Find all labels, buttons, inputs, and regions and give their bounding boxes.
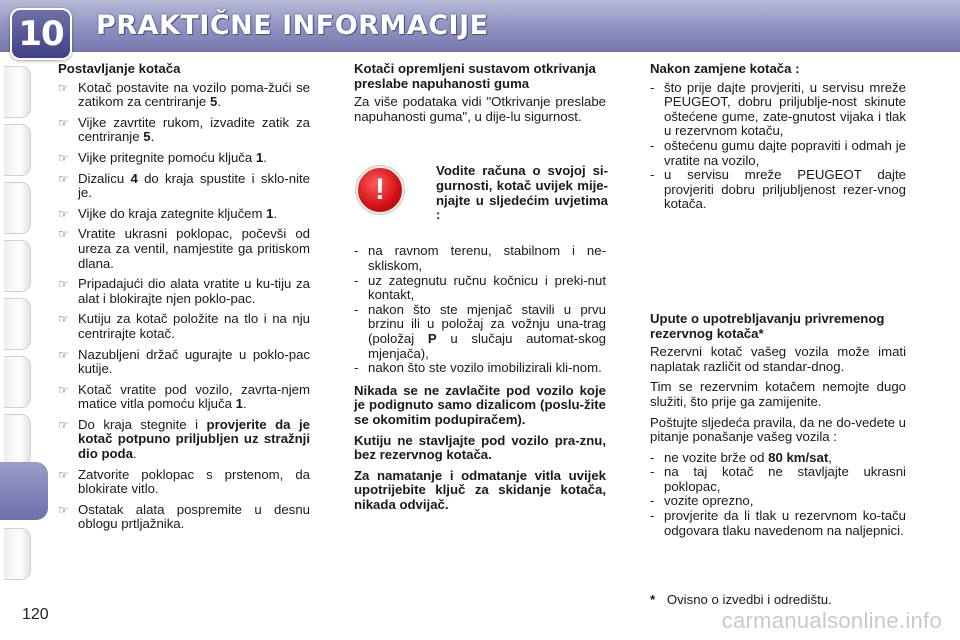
item-text: Nazubljeni držač ugurajte u poklo-pac kutije. [78,346,310,377]
list-item [58,277,310,306]
item-text: , [828,449,832,465]
item-text: nakon što ste vozilo imobilizirali kli-nom. [368,360,602,376]
chapter-tab[interactable] [4,66,31,118]
after-change-list [650,81,906,212]
emphasis-text: 80 km/sat [768,449,829,465]
item-text: Pripadajući dio alata vratite u ku-tiju za alat i blokirajte njen poklo-pac. [78,276,310,306]
list-item [354,303,606,361]
usage-paragraph: Poštujte sljedeća pravila, da ne do-vedete u pitanje ponašanje vašeg vozila : [650,414,906,445]
chapter-tab[interactable] [4,414,31,466]
column-wheel-fitting [58,62,310,538]
list-item [650,465,906,494]
list-item [58,312,310,341]
pointing-hand-icon: ☞ [58,347,69,362]
list-item [354,361,606,376]
item-text: Zatvorite poklopac s prstenom, da blokirate vitlo. [78,466,310,497]
pointing-hand-icon: ☞ [58,115,69,130]
item-text: Kotač vratite pod vozilo, zavrta-njem matice vitla pomoću ključa [78,381,310,412]
list-item [650,451,906,466]
usage-paragraph: Tim se rezervnim kotačem nemojte dugo služiti, što prije ga zamijenite. [650,379,906,409]
item-text: Vratite ukrasni poklopac, počevši od ureza za ventil, namjestite ga pritiskom dlana. [78,226,310,271]
item-text: Kotač postavite na vozilo poma-žući se zatikom za centriranje [78,79,310,110]
spacer [650,220,906,312]
pointing-hand-icon: ☞ [58,417,69,432]
pointing-hand-icon: ☞ [58,171,69,186]
section-heading: Kotači opremljeni sustavom otkrivanja preslabe napuhanosti guma [354,61,596,91]
list-item [650,494,906,509]
chapter-tab[interactable] [4,356,31,408]
item-text: . [263,149,267,165]
section-heading: Upute o upotrebljavanju privremenog rezervnog kotača* [650,310,885,341]
safety-conditions-list [354,244,606,375]
emphasis-text: provjerite da je kotač potpuno priljubljen uz stražnji dio poda [78,416,310,462]
item-text: u slučaju automat-skog mjenjača), [368,330,606,361]
chapter-tab-strip [0,58,46,618]
emphasis-text: 5 [209,94,218,110]
chapter-tab[interactable] [4,182,31,234]
list-item [58,418,310,462]
chapter-tab[interactable] [4,528,31,580]
safety-warning-box [354,164,606,234]
emphasis-text: 4 [130,170,138,186]
chapter-tab-active[interactable] [0,462,48,520]
intro-paragraph: Za više podataka vidi "Otkrivanje preslabe napuhanosti guma", u dije-lu sigurnost. [354,94,606,124]
item-text: provjerite da li tlak u rezervnom ko-taču odgovara tlaku navedenom na naljepnici. [664,508,906,538]
list-item [58,116,310,145]
item-text: . [242,396,247,412]
safety-warning-text: Vodite računa o svojoj si-gurnosti, kotač uvijek mije-njajte u sljedećim uvjetima : [436,163,608,223]
list-item [58,383,310,412]
list-item [58,207,310,222]
list-item: - u servisu mreže PEUGEOT dajte provjeriti dobru priljubljenost rezer-vnog kotača. [650,168,906,212]
warning-paragraph: Kutiju ne stavljajte pod vozilo pra-znu, bez rezervnog kotača. [354,432,606,463]
chapter-tab[interactable] [4,298,31,350]
section-heading: Postavljanje kotača [58,61,181,76]
pointing-hand-icon: ☞ [58,206,69,221]
warning-paragraph: Za namatanje i odmatanje vitla uvijek upotrijebite ključ za skidanje kotača, nikada odvijač. [354,467,606,512]
chapter-number: 10 [18,14,64,54]
item-text: . [217,94,221,110]
list-item: - oštećenu gumu dajte popraviti i odmah je vratite na vozilo, [650,139,906,168]
pointing-hand-icon: ☞ [58,467,69,482]
pointing-hand-icon: ☞ [58,277,69,292]
item-text: Vijke do kraja zategnite ključem [78,205,267,221]
item-text: uz zategnutu ručnu kočnicu i preki-nut kontakt, [368,272,606,303]
item-text: vozite oprezno, [664,493,754,509]
list-item [354,274,606,303]
footnote-marker: * [650,592,656,607]
list-item [650,509,906,538]
pointing-hand-icon: ☞ [58,382,69,397]
item-text: na ravnom terenu, stabilnom i ne-skliskom, [368,243,606,273]
site-watermark: carmanualsonline.info [721,608,942,633]
chapter-tab[interactable] [4,124,31,176]
emphasis-text: 1 [235,396,243,412]
item-text: ne vozite brže od [664,449,769,465]
list-item [58,348,310,377]
list-item: - što prije dajte provjeriti, u servisu mreže PEUGEOT, dobru priljublje-nost skinute oštećene gume, zate-gnutost vijaka i tlak u rezervnom kotaču, [650,81,906,139]
item-text: Do kraja stegnite i [78,416,207,432]
item-text: Ostatak alata pospremite u desnu oblogu prtljažnika. [78,501,310,532]
pointing-hand-icon: ☞ [58,502,69,517]
list-item [58,81,310,110]
footnote [650,592,832,607]
warning-paragraph: Nikada se ne zavlačite pod vozilo koje je podignuto samo dizalicom (poslu-žite se okomitim podupiračem). [354,382,606,427]
emphasis-text: P [427,330,437,346]
list-item [58,468,310,497]
pointing-hand-icon: ☞ [58,80,69,95]
emphasis-text: 1 [255,149,264,165]
chapter-tab[interactable] [4,240,31,292]
emphasis-text: 5 [143,129,151,145]
item-text: na taj kotač ne stavljajte ukrasni poklopac, [664,464,906,494]
list-item [58,151,310,166]
list-item [354,244,606,273]
column-pressure-detection [354,62,606,518]
item-text: . [150,129,155,145]
item-text: . [273,205,278,221]
section-heading: Nakon zamjene kotača : [650,61,800,76]
list-item [58,172,310,201]
pointing-hand-icon: ☞ [58,227,69,242]
list-item [58,227,310,271]
item-text: Vijke zavrtite rukom, izvadite zatik za centriranje [78,114,310,145]
emphasis-text: 1 [266,205,274,221]
item-text: nakon što ste mjenjač stavili u prvu brzinu ili u položaj za vožnju una-trag (položaj [368,301,606,346]
spare-wheel-rules-list [650,451,906,539]
item-text: Dizalicu [78,170,131,186]
item-text: Kutiju za kotač položite na tlo i na nju centrirajte kotač. [78,311,310,341]
list-item [58,503,310,532]
column-after-change [650,62,906,546]
page-number: 120 [22,606,49,623]
chapter-title: PRAKTIČNE INFORMACIJE [96,10,489,41]
fitting-steps-list [58,81,310,532]
footnote-text: Ovisno o izvedbi i odredištu. [666,592,832,607]
exclamation-icon: ! [356,166,404,214]
pointing-hand-icon: ☞ [58,312,69,327]
pointing-hand-icon: ☞ [58,150,69,165]
chapter-number-badge [10,8,72,60]
item-text: Vijke pritegnite pomoću ključa [78,149,256,165]
usage-paragraph: Rezervni kotač vašeg vozila može imati naplatak različit od standar-dnog. [650,344,906,374]
item-text: do kraja spustite i sklo-nite je. [78,170,310,201]
item-text: . [132,446,137,462]
